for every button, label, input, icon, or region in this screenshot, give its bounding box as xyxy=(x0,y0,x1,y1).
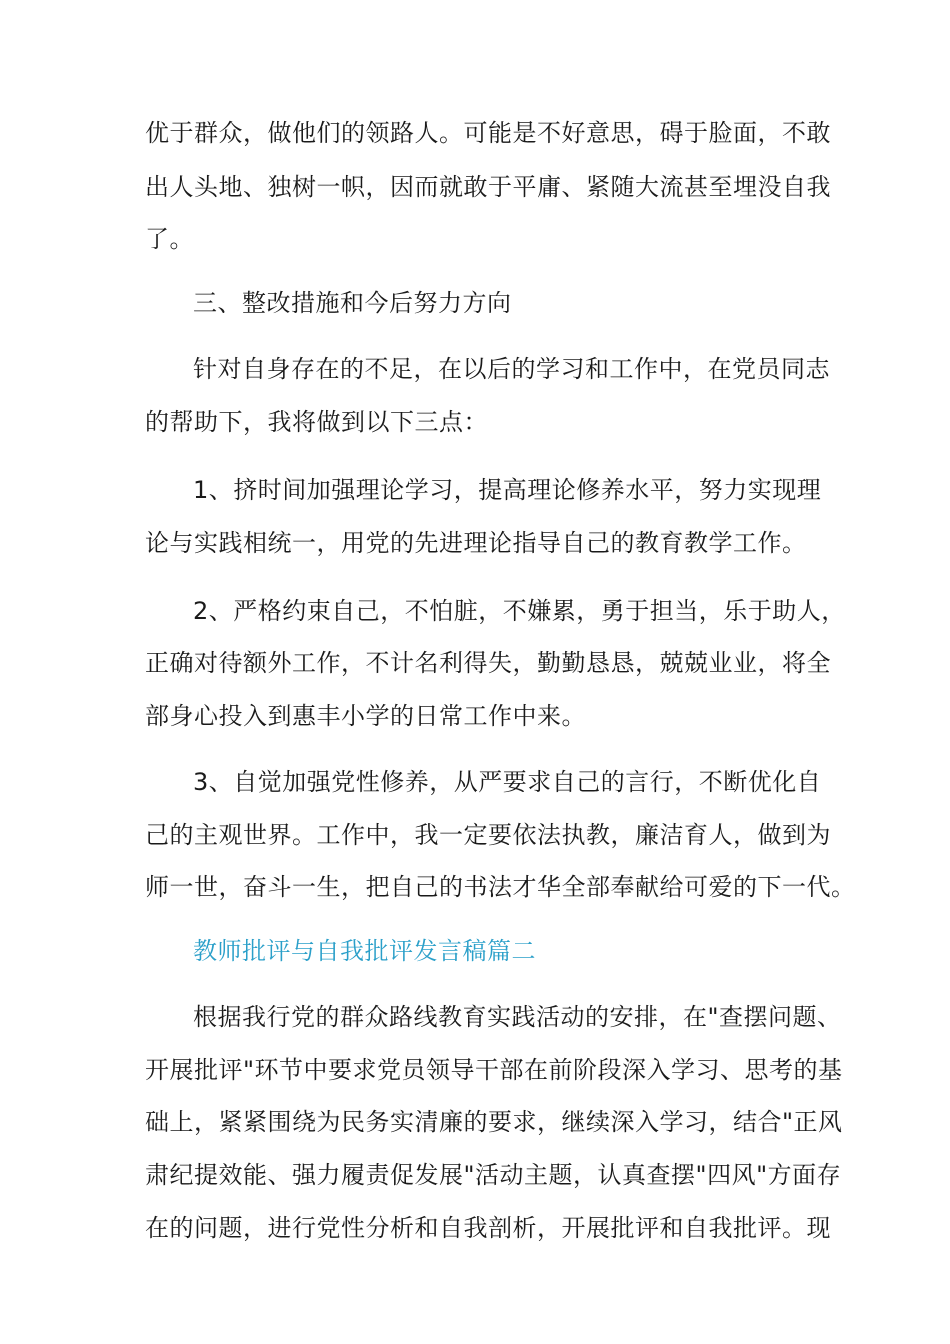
paragraph-line: 开展批评"环节中要求党员领导干部在前阶段深入学习、思考的基 xyxy=(145,1056,843,1084)
paragraph-line: 在的问题，进行党性分析和自我剖析，开展批评和自我批评。现 xyxy=(145,1214,831,1242)
section-heading: 三、整改措施和今后努力方向 xyxy=(193,289,512,317)
list-item-line: 部身心投入到惠丰小学的日常工作中来。 xyxy=(145,702,586,730)
paragraph-line: 针对自身存在的不足，在以后的学习和工作中，在党员同志 xyxy=(193,355,830,383)
paragraph-line: 根据我行党的群众路线教育实践活动的安排，在"查摆问题、 xyxy=(193,1003,842,1031)
list-item-line: 论与实践相统一，用党的先进理论指导自己的教育教学工作。 xyxy=(145,529,807,557)
list-item-line: 己的主观世界。工作中，我一定要依法执教，廉洁育人，做到为 xyxy=(145,821,831,849)
paragraph-line: 了。 xyxy=(145,225,194,253)
list-item-line: 3、自觉加强党性修养，从严要求自己的言行，不断优化自 xyxy=(193,768,822,796)
list-item-line: 师一世，奋斗一生，把自己的书法才华全部奉献给可爱的下一代。 xyxy=(145,873,856,901)
paragraph-line: 肃纪提效能、强力履责促发展"活动主题，认真查摆"四风"方面存 xyxy=(145,1161,842,1189)
list-item-line: 1、挤时间加强理论学习，提高理论修养水平，努力实现理 xyxy=(193,476,822,504)
paragraph-line: 的帮助下，我将做到以下三点： xyxy=(145,408,488,436)
list-item-line: 正确对待额外工作，不计名利得失，勤勤恳恳，兢兢业业，将全 xyxy=(145,649,831,677)
paragraph-line: 础上，紧紧围绕为民务实清廉的要求，继续深入学习，结合"正风 xyxy=(145,1108,843,1136)
list-item-line: 2、严格约束自己，不怕脏，不嫌累，勇于担当，乐于助人， xyxy=(193,597,846,625)
section-two-heading-link[interactable]: 教师批评与自我批评发言稿篇二 xyxy=(193,937,536,965)
paragraph-line: 优于群众，做他们的领路人。可能是不好意思，碍于脸面，不敢 xyxy=(145,119,831,147)
paragraph-line: 出人头地、独树一帜，因而就敢于平庸、紧随大流甚至埋没自我 xyxy=(145,173,831,201)
